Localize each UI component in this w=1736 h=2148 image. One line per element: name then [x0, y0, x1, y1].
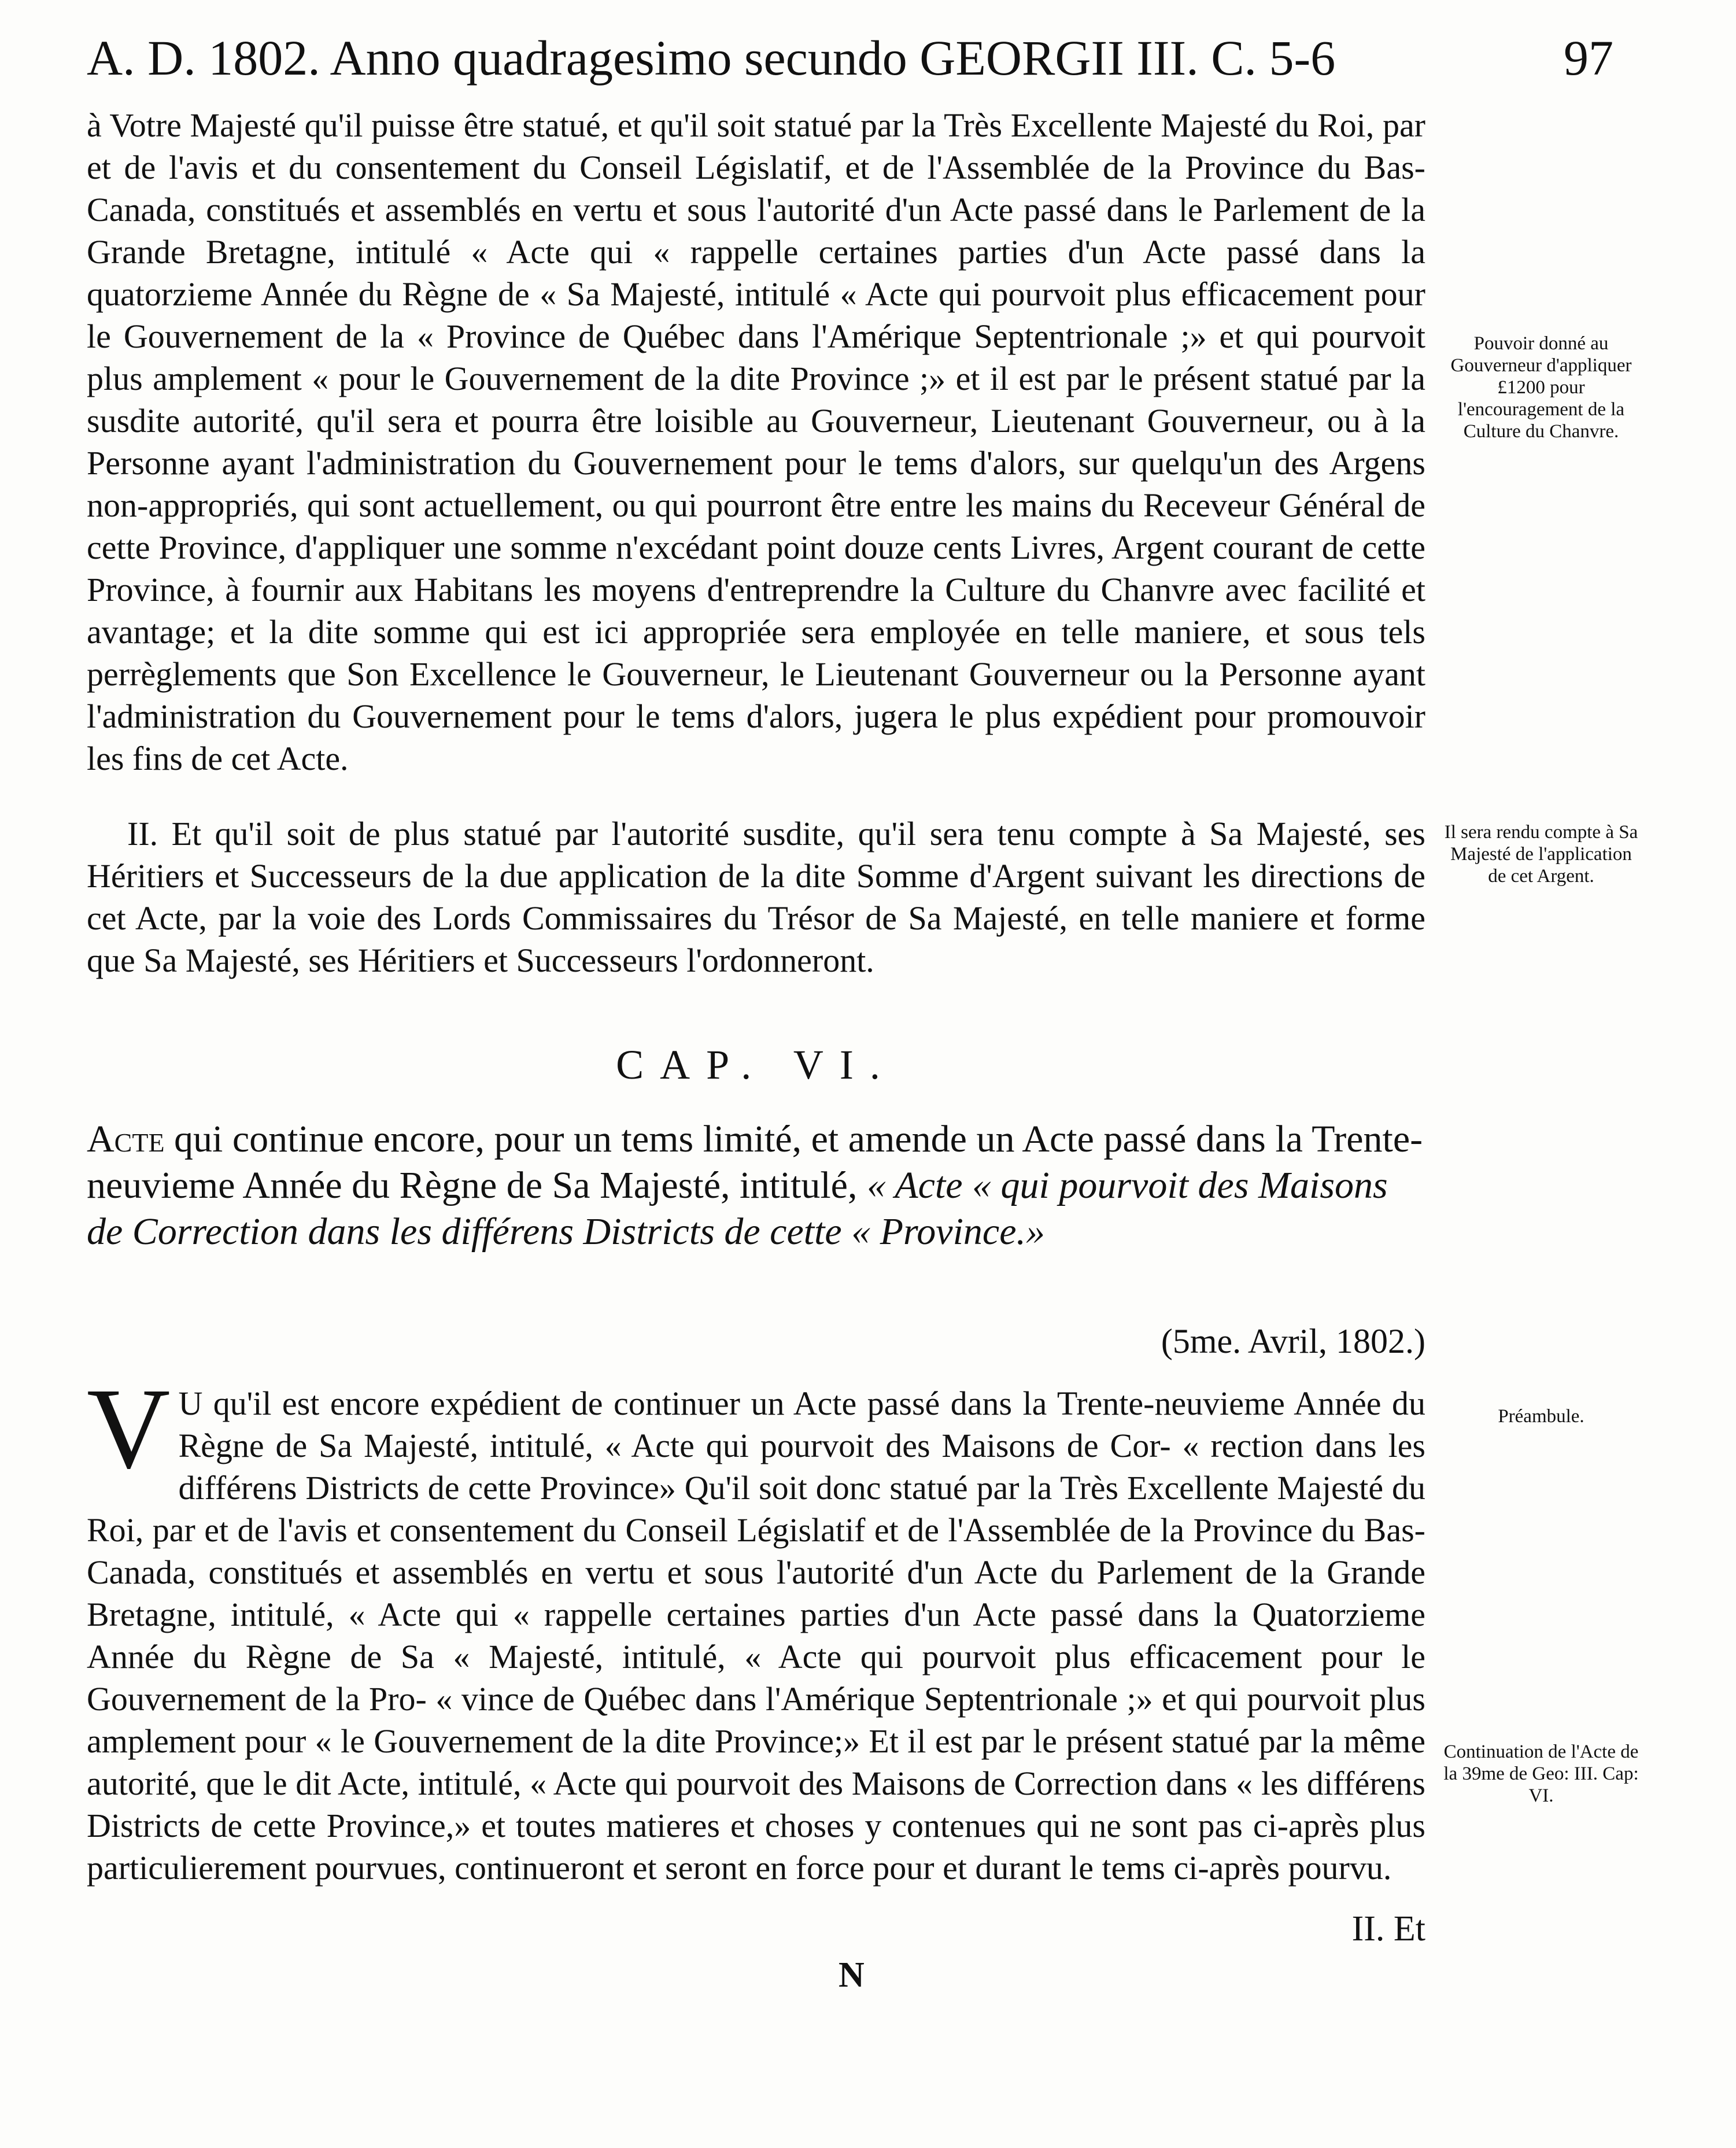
act-title-main: qui continue encore, pour un tems limité, et amende un Acte passé dans la Trente-neuvieme Année du Règne de Sa Majesté, intitulé, [87, 1118, 1423, 1206]
margin-note-accounting: Il sera rendu compte à Sa Majesté de l'application de cet Argent. [1444, 822, 1638, 887]
paragraph-3 [87, 1365, 1425, 1889]
signature-mark: N [839, 1955, 865, 1995]
paragraph-1: à Votre Majesté qu'il puisse être statué, et qu'il soit statué par la Très Excellente Majesté du Roi, par et de l'avis et du consentement du Conseil Législatif, et de l'Assemblée de la Province du Bas-Canada, constitués et assemblés en vertu et sous l'autorité d'un Acte passé dans le Parlement de la Grande Bretagne, intitulé « Acte qui « rappelle certaines parties d'un Acte passé dans la quatorzieme Année du Règne de « Sa Majesté, intitulé « Acte qui pourvoit plus efficacement pour le Gouvernement de la « Province de Québec dans l'Amérique Septentrionale ;» et qui pourvoit plus amplement « pour le Gouvernement de la dite Province ;» et il est par le présent statué par la susdite autorité, qu'il sera et pourra être loisible au Gouverneur, Lieutenant Gouverneur, ou à la Personne ayant l'administration du Gouvernement pour le tems d'alors, sur quelqu'un des Argens non-appropriés, qui sont actuellement, ou qui pourront être entre les mains du Receveur Général de cette Province, d'appliquer une somme n'excédant point douze cents Livres, Argent courant de cette Province, à fournir aux Habitans les moyens d'entreprendre la Culture du Chanvre avec facilité et avantage; et la dite somme qui est ici appropriée sera employée en telle maniere, et sous tels perrèglements que Son Excellence le Gouverneur, le Lieutenant Gouverneur ou la Personne ayant l'administration du Gouvernement pour le tems d'alors, jugera le plus expédient pour promouvoir les fins de cet Acte. [87, 106, 1425, 777]
margin-note-preamble: Préambule. [1498, 1406, 1584, 1427]
act-date: (5me. Avril, 1802.) [1161, 1322, 1425, 1360]
act-title [87, 1116, 1425, 1255]
page-number: 97 [1564, 30, 1613, 86]
act-title-lead: Acte [87, 1118, 165, 1160]
paragraph-2: II. Et qu'il soit de plus statué par l'autorité susdite, qu'il sera tenu compte à Sa Majesté, ses Héritiers et Successeurs de la due application de la dite Somme d'Argent suivant les directions de cet Acte, par la voie des Lords Commissaires du Trésor de Sa Majesté, en telle maniere et forme que Sa Majesté, ses Héritiers et Successeurs l'ordonneront. [87, 815, 1425, 979]
act-title-italic: « Acte « qui pourvoit des Maisons de Correction dans les différens Districts de cette « Province.» [87, 1164, 1388, 1253]
catchword: II. Et [1351, 1909, 1425, 1948]
running-header [87, 23, 1613, 93]
header-title: A. D. 1802. Anno quadragesimo secundo GEORGII III. C. 5-6 [87, 30, 1336, 86]
paragraph-3-text: U qu'il est encore expédient de continuer un Acte passé dans la Trente-neuvieme Année du Règne de Sa Majesté, intitulé, « Acte qui pourvoit des Maisons de Cor- « rection dans les différens Districts de cette Province» Qu'il soit donc statué par la Très Excellente Majesté du Roi, par et de l'avis et consentement du Conseil Législatif et de l'Assemblée de la Province du Bas-Canada, constitués et assemblés en vertu et sous l'autorité d'un Acte du Parlement de la Grande Bretagne, intitulé, « Acte qui « rappelle certaines parties d'un Acte passé dans la Quatorzieme Année du Règne de Sa « Majesté, intitulé, « Acte qui pourvoit plus efficacement pour le Gouvernement de la Pro- « vince de Québec dans l'Amérique Septentrionale ;» et qui pourvoit plus amplement pour « le Gouvernement de la dite Province;» Et il est par le présent statué par la même autorité, que le dit Acte, intitulé, « Acte qui pourvoit des Maisons de Correction dans « les différens Districts de cette Province,» et toutes matieres et choses y contenues qui ne sont pas ci-après plus particulierement pourvues, continueront et seront en force pour et durant le tems ci-après pourvu. [87, 1385, 1425, 1887]
drop-capital: V [87, 1365, 171, 1493]
margin-note-power: Pouvoir donné au Gouverneur d'appliquer £1200 pour l'encouragement de la Culture du Chanvre. [1450, 333, 1632, 442]
chapter-heading: CAP. VI. [616, 1042, 896, 1088]
margin-note-continuation: Continuation de l'Acte de la 39me de Geo: III. Cap: VI. [1443, 1741, 1639, 1806]
